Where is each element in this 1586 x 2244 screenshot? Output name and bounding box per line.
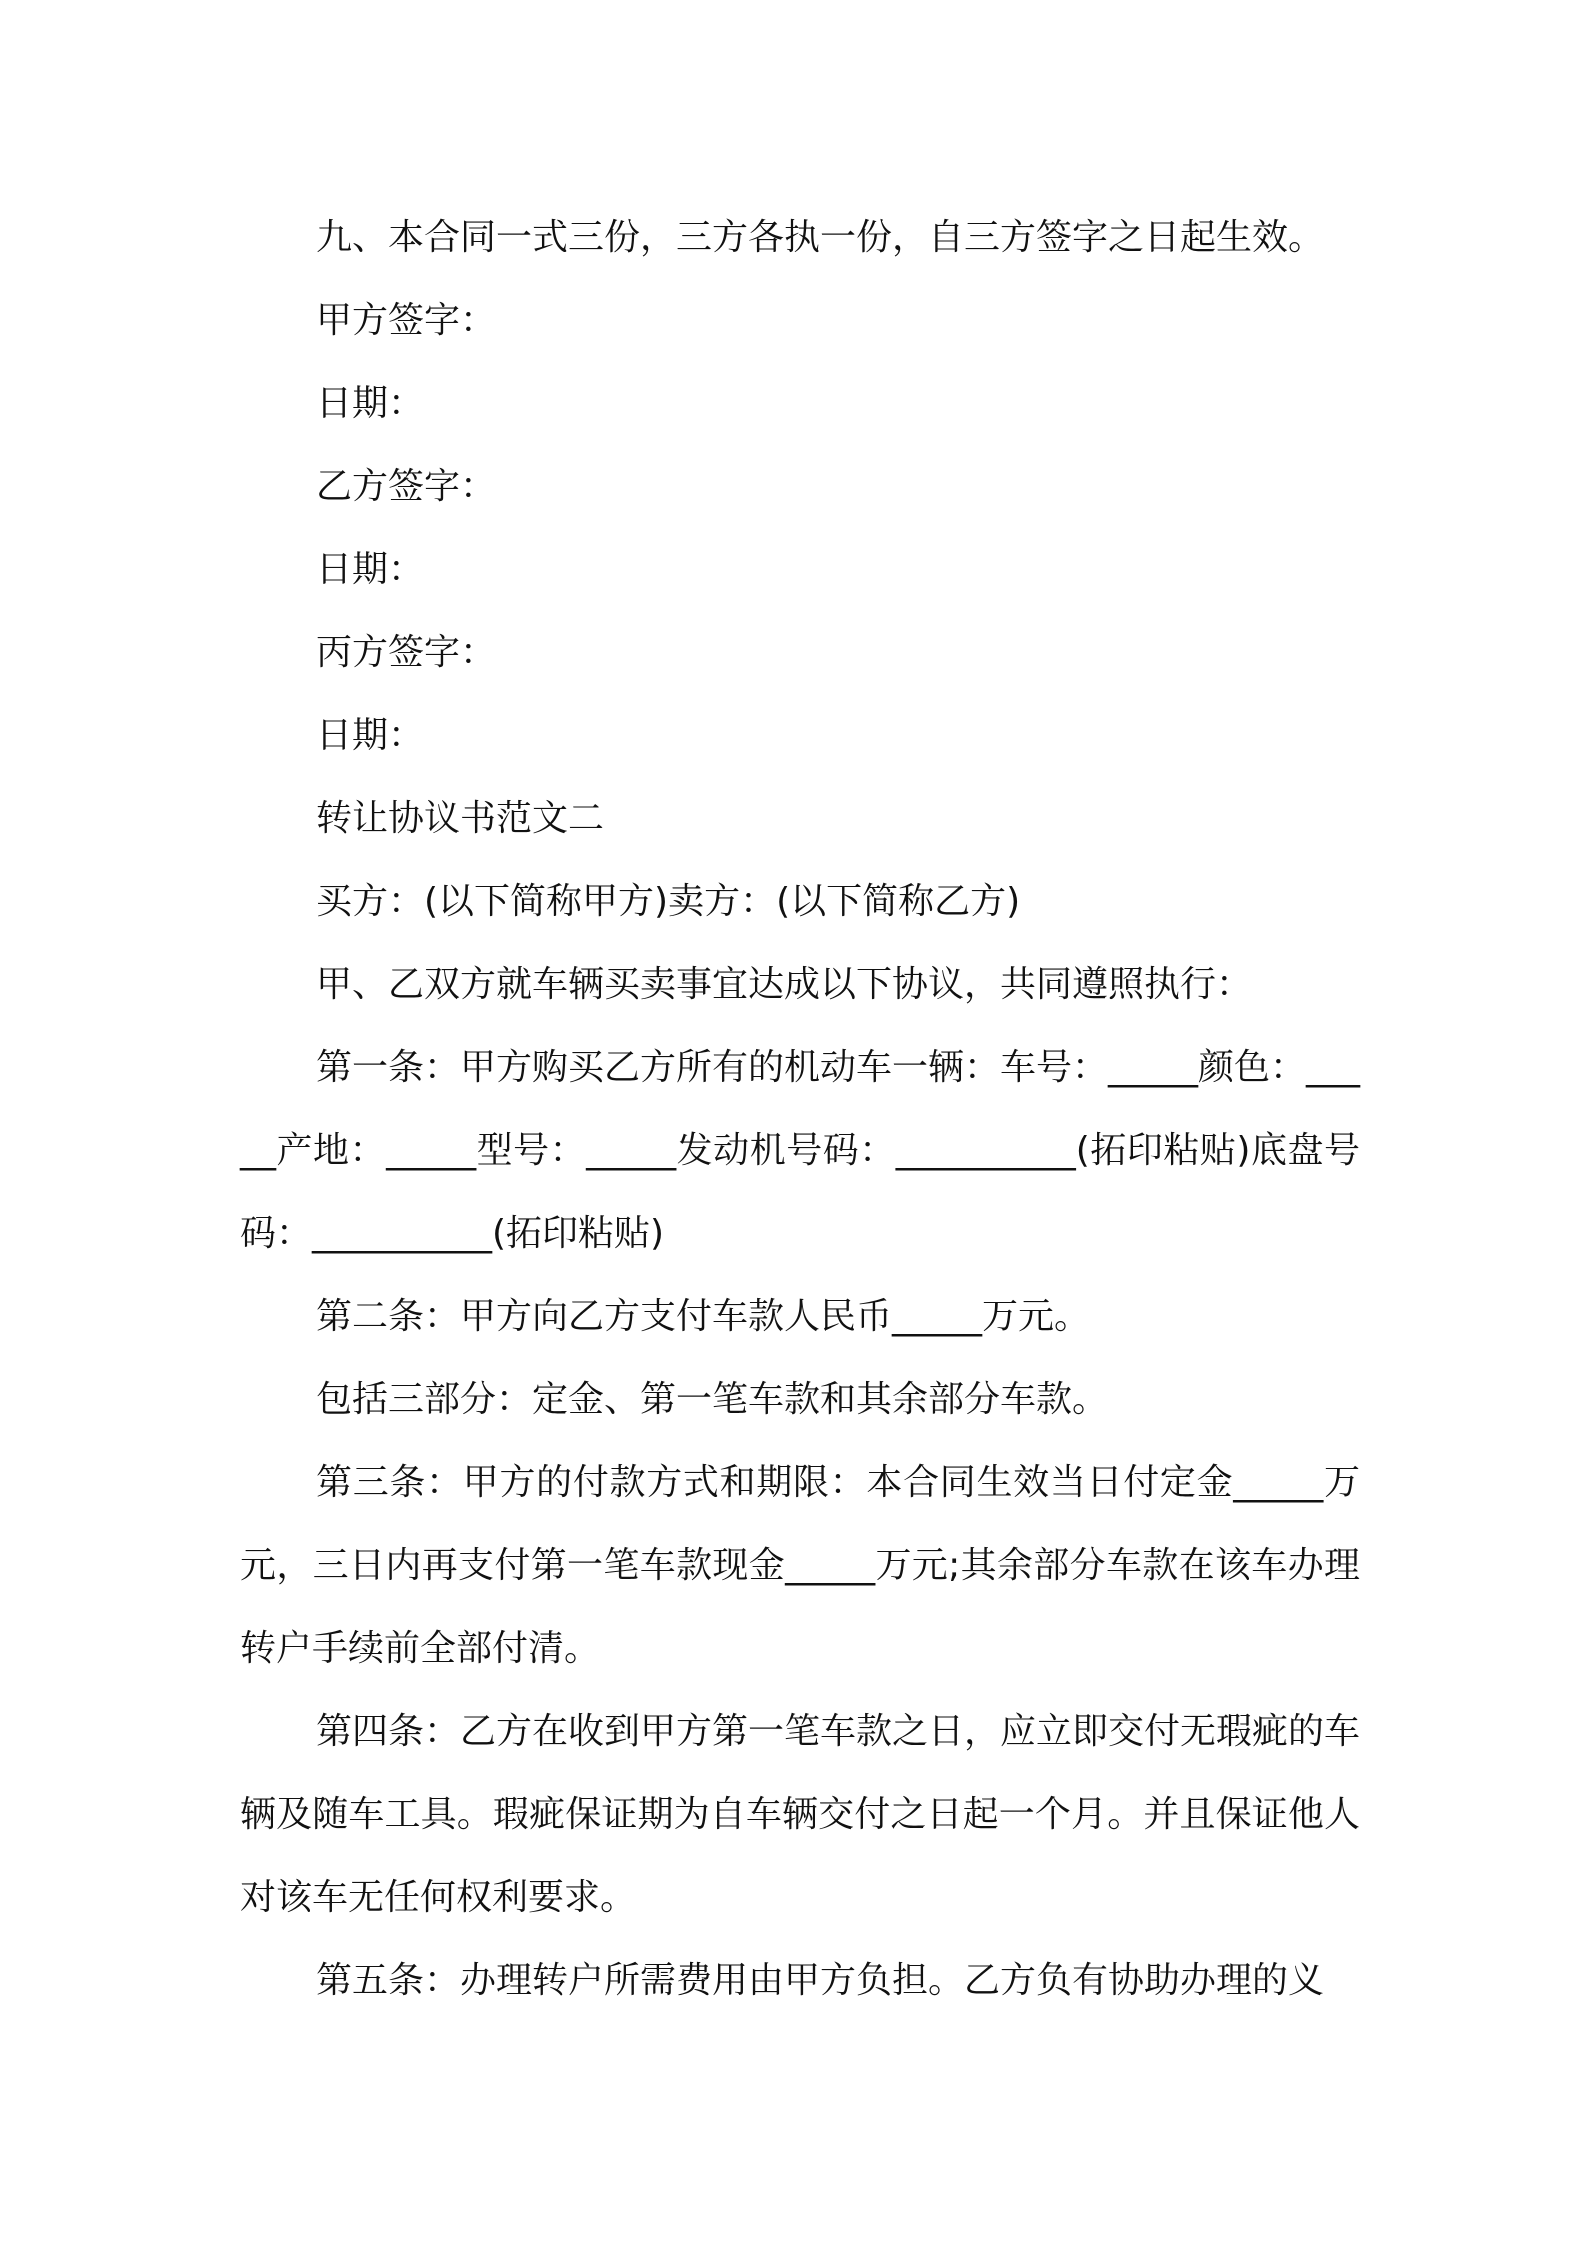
article-three: 第三条：甲方的付款方式和期限：本合同生效当日付定金_____万元，三日内再支付第一笔车款现金_____万元;其余部分车款在该车办理转户手续前全部付清。: [240, 1462, 1360, 1669]
parties-line: 买方：(以下简称甲方)卖方：(以下简称乙方): [316, 881, 1021, 922]
party-b-signature-label: 乙方签字：: [316, 466, 497, 507]
party-c-date-label: 日期：: [316, 715, 425, 756]
article-four: 第四条：乙方在收到甲方第一笔车款之日，应立即交付无瑕疵的车辆及随车工具。瑕疵保证期为自车辆交付之日起一个月。并且保证他人对该车无任何权利要求。: [240, 1711, 1361, 1918]
party-a-signature-label: 甲方签字：: [316, 300, 497, 341]
party-a-date-label: 日期：: [316, 383, 425, 424]
payment-parts: 包括三部分：定金、第一笔车款和其余部分车款。: [316, 1379, 1109, 1420]
agreement-intro: 甲、乙双方就车辆买卖事宜达成以下协议，共同遵照执行：: [316, 964, 1253, 1005]
party-c-signature-label: 丙方签字：: [316, 632, 497, 673]
article-five: 第五条：办理转户所需费用由甲方负担。乙方负有协助办理的义: [316, 1960, 1325, 2001]
section-title: 转让协议书范文二: [316, 798, 605, 839]
article-two: 第二条：甲方向乙方支付车款人民币_____万元。: [316, 1296, 1091, 1337]
document-body: [240, 196, 1360, 2022]
clause-nine: 九、本合同一式三份，三方各执一份，自三方签字之日起生效。: [316, 217, 1325, 258]
article-one: 第一条：甲方购买乙方所有的机动车一辆：车号：_____颜色：_____产地：_____型号：_____发动机号码：__________(拓印粘贴)底盘号码：__________(拓印粘贴): [240, 1047, 1361, 1254]
party-b-date-label: 日期：: [316, 549, 425, 590]
